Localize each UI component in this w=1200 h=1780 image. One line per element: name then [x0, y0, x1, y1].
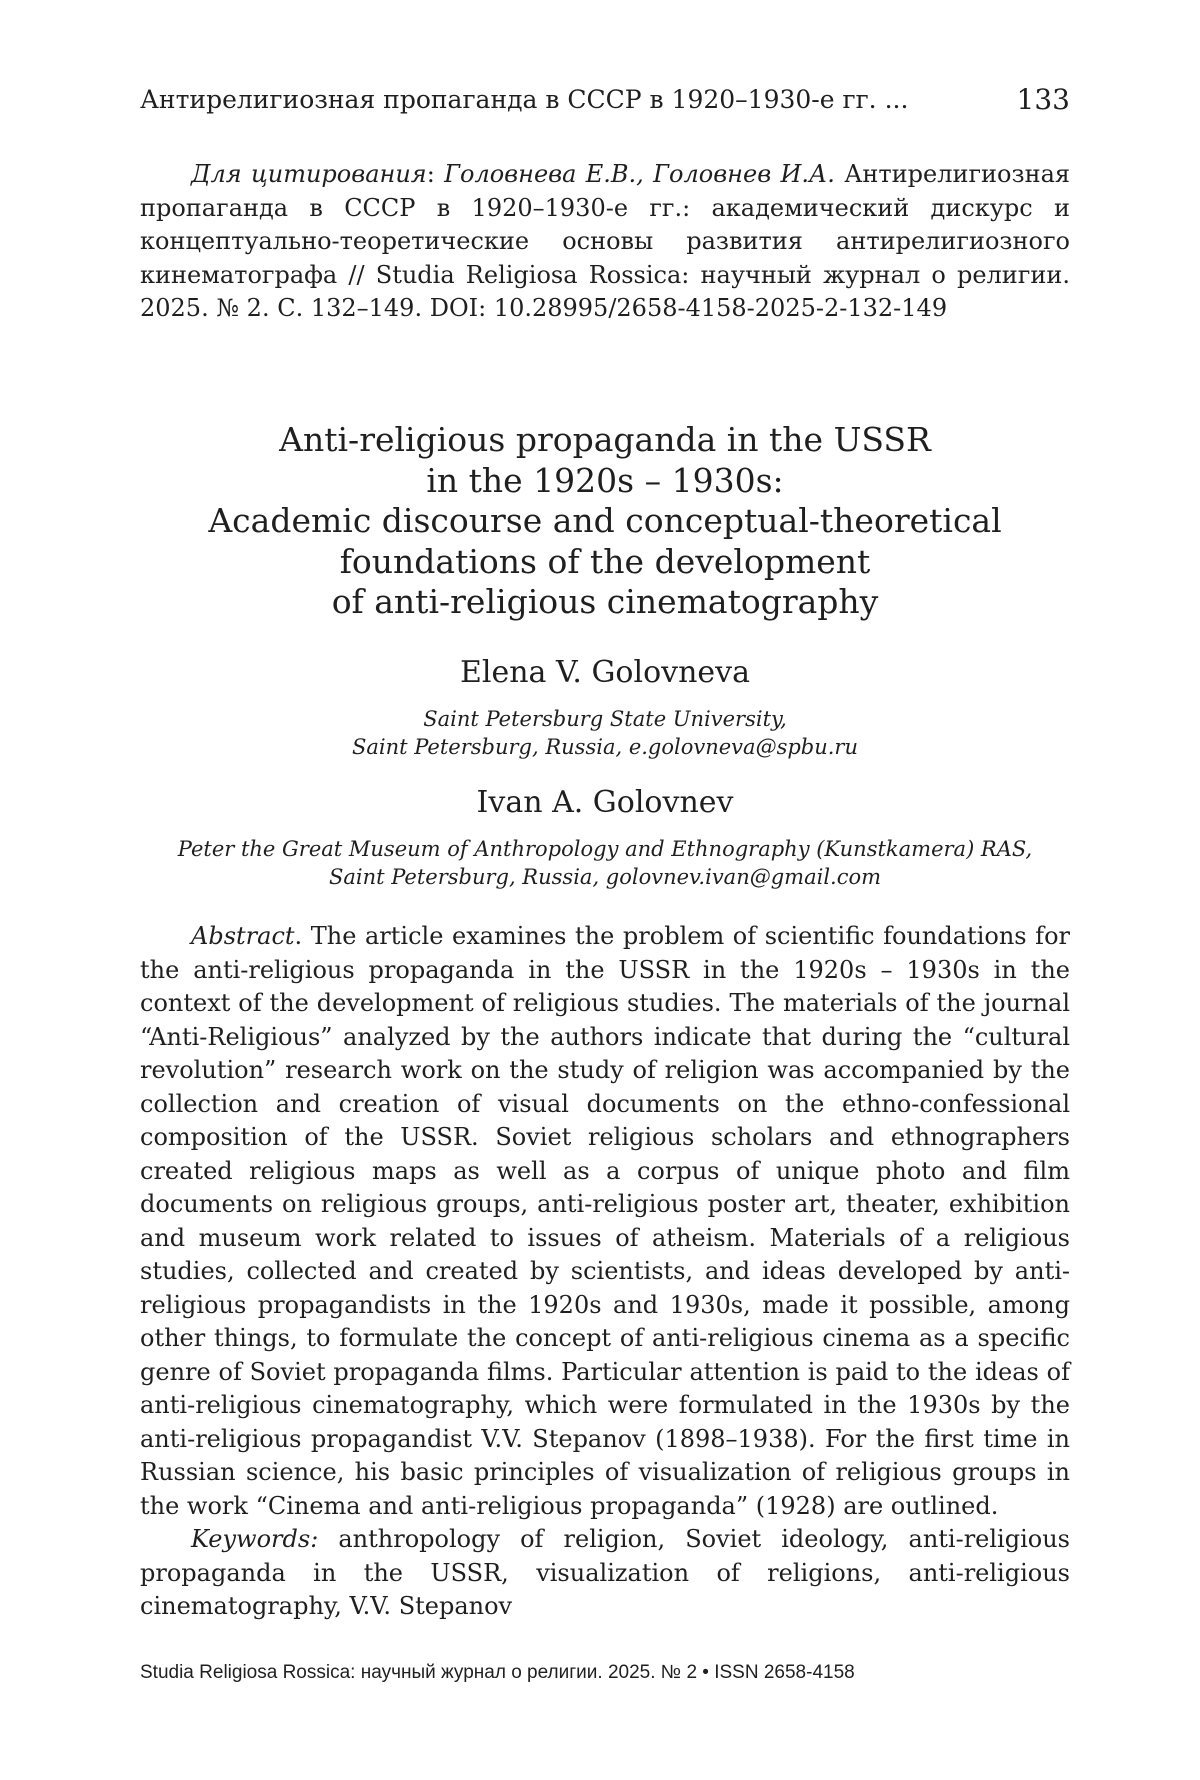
author-affiliation — [140, 835, 1070, 891]
affiliation-line: Saint Petersburg State University, — [423, 707, 787, 731]
author-block — [140, 655, 1070, 761]
citation-label: Для цитирования — [191, 160, 427, 188]
title-line: in the 1920s – 1930s: — [426, 460, 784, 500]
citation-authors: Головнева Е.В., Головнев И.А. — [444, 160, 835, 188]
title-line: of anti-religious cinematography — [331, 582, 879, 621]
keywords-text: anthropology of religion, Soviet ideology, anti-religious propaganda in the USSR, visualization of religions, anti-religious cinematography, V.V. Stepanov — [140, 1525, 1070, 1620]
author-name: Elena V. Golovneva — [459, 655, 751, 690]
author-block — [140, 785, 1070, 891]
article-title — [140, 420, 1070, 623]
abstract-section — [140, 920, 1070, 1624]
article-page — [140, 0, 1070, 1780]
author-name: Ivan A. Golovnev — [476, 785, 734, 820]
title-line: foundations of the development — [339, 541, 871, 581]
affiliation-line: Saint Petersburg, Russia, e.golovneva@spbu.ru — [351, 735, 858, 759]
author-affiliation — [140, 705, 1070, 761]
abstract-label: Abstract — [191, 922, 295, 950]
page-number: 133 — [1016, 83, 1070, 116]
keywords-paragraph — [140, 1523, 1070, 1624]
affiliation-line: Peter the Great Museum of Anthropology and Ethnography (Kunstkamera) RAS, — [177, 837, 1033, 861]
title-line: Academic discourse and conceptual-theoretical — [208, 501, 1002, 540]
title-line: Anti-religious propaganda in the USSR — [279, 420, 931, 459]
keywords-label: Keywords: — [191, 1525, 319, 1553]
abstract-text: The article examines the problem of scientific foundations for the anti-religious propaganda in the USSR in the 1920s – 1930s in the context of the development of religious studies. The materials of the journal “Anti-Religious” analyzed by the authors indicate that during the “cultural revolution” research work on the study of religion was accompanied by the collection and creation of visual documents on the ethno-confessional composition of the USSR. Soviet religious scholars and ethnographers created religious maps as well as a corpus of unique photo and film documents on religious groups, anti-religious poster art, theater, exhibition and museum work related to issues of atheism. Materials of a religious studies, collected and created by scientists, and ideas developed by anti-religious propagandists in the 1920s and 1930s, made it possible, among other things, to formulate the concept of anti-religious cinema as a specific genre of Soviet propaganda films. Particular attention is paid to the ideas of anti-religious cinematography, which were formulated in the 1930s by the anti-religious propagandist V.V. Stepanov (1898–1938). For the first time in Russian science, his basic principles of visualization of religious groups in the work “Cinema and anti-religious propaganda” (1928) are outlined. — [140, 922, 1070, 1520]
journal-footer: Studia Religiosa Rossica: научный журнал о религии. 2025. № 2 • ISSN 2658-4158 — [140, 1662, 855, 1683]
affiliation-line: Saint Petersburg, Russia, golovnev.ivan@gmail.com — [328, 865, 882, 889]
running-title: Антирелигиозная пропаганда в СССР в 1920–1930-е гг. ... — [140, 85, 909, 114]
running-head — [140, 84, 1070, 116]
citation-block: Для цитирования: Головнева Е.В., Головнев И.А. Антирелигиозная пропаганда в СССР в 1920–1930-е гг.: академический дискурс и концептуально-теоретические основы развития антирелигиозного кинематографа // Studia Religiosa Rossica: научный журнал о религии. 2025. № 2. С. 132–149. DOI: 10.28995/2658-4158-2025-2-132-149 — [140, 160, 1071, 322]
citation-text: Антирелигиозная пропаганда в СССР в 1920–1930-е гг.: академический дискурс и концептуально-теоретические основы развития антирелигиозного кинематографа // Studia Religiosa Rossica: научный журнал о религии. 2025. № 2. С. 132–149. DOI: 10.28995/2658-4158-2025-2-132-149 — [140, 160, 1071, 322]
abstract-paragraph: Abstract. The article examines the problem of scientific foundations for the anti-religious propaganda in the USSR in the 1920s – 1930s in the context of the development of religious studies. The materials of the journal “Anti-Religious” analyzed by the authors indicate that during the “cultural revolution” research work on the study of religion was accompanied by the collection and creation of visual documents on the ethno-confessional composition of the USSR. Soviet religious scholars and ethnographers created religious maps as well as a corpus of unique photo and film documents on religious groups, anti-religious poster art, theater, exhibition and museum work related to issues of atheism. Materials of a religious studies, collected and created by scientists, and ideas developed by anti-religious propagandists in the 1920s and 1930s, made it possible, among other things, to formulate the concept of anti-religious cinema as a specific genre of Soviet propaganda films. Particular attention is paid to the ideas of anti-religious cinematography, which were formulated in the 1930s by the anti-religious propagandist V.V. Stepanov (1898–1938). For the first time in Russian science, his basic principles of visualization of religious groups in the work “Cinema and anti-religious propaganda” (1928) are outlined. — [140, 922, 1070, 1520]
